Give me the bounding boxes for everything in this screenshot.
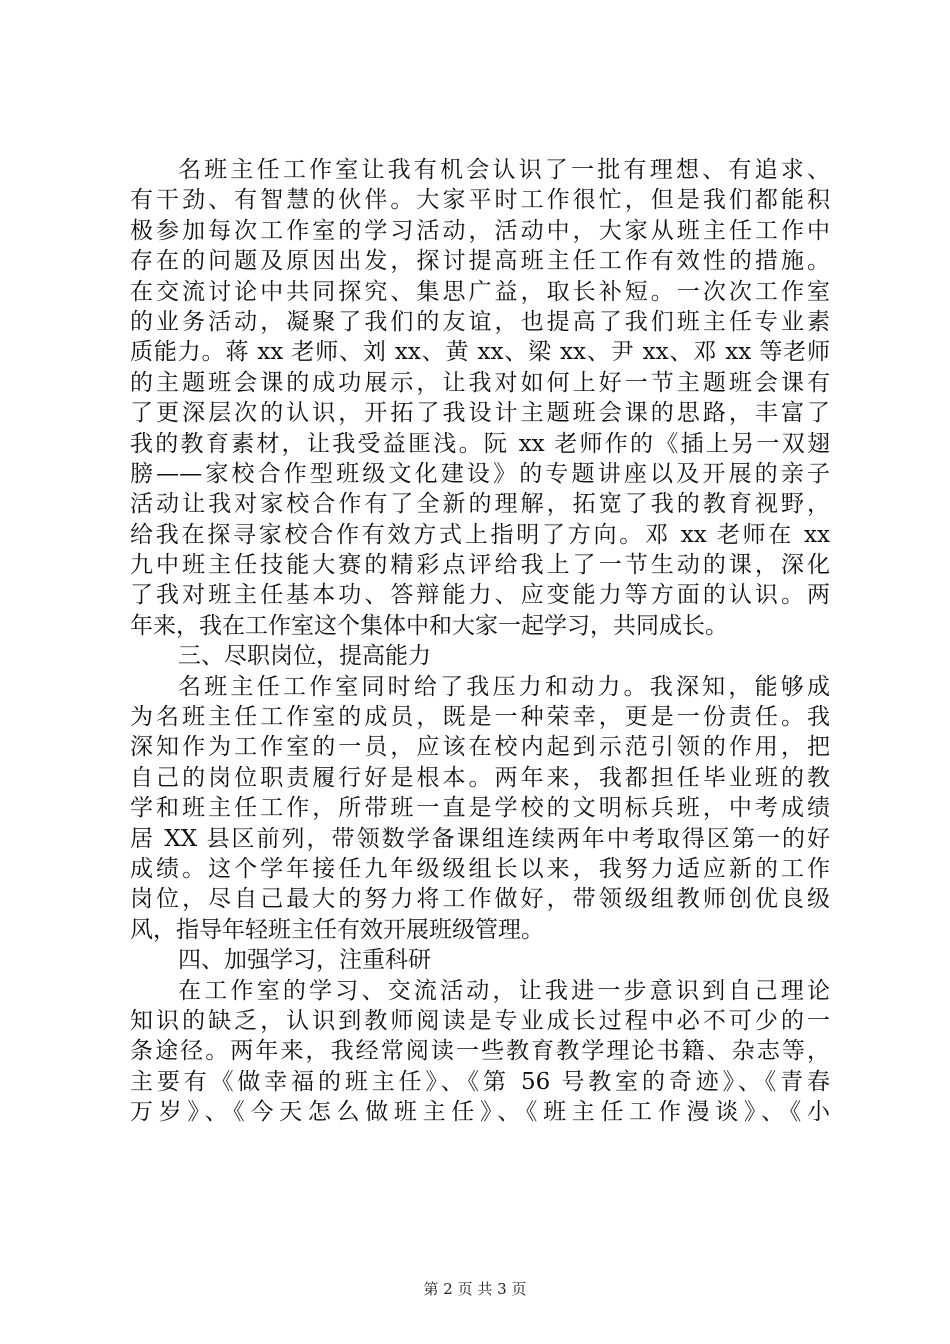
text-line: 自己的岗位职责履行好是根本。两年来，我都担任毕业班的教: [130, 764, 830, 791]
text-line: 三、尽职岗位，提高能力: [178, 643, 431, 670]
page-footer: [0, 1279, 950, 1299]
text-line: 的主题班会课的成功展示，让我对如何上好一节主题班会课有: [130, 369, 830, 396]
text-line: 主要有《做幸福的班主任》、《第 56 号教室的奇迹》、《青春: [130, 1068, 830, 1095]
text-line: 了我对班主任基本功、答辩能力、应变能力等方面的认识。两: [130, 582, 830, 609]
text-line: 我的教育素材，让我受益匪浅。阮 xx 老师作的《插上另一双翅: [130, 430, 830, 457]
text-line: 深知作为工作室的一员，应该在校内起到示范引领的作用，把: [130, 734, 830, 761]
text-line: 九中班主任技能大赛的精彩点评给我上了一节生动的课，深化: [130, 552, 830, 579]
text-line: 极参加每次工作室的学习活动，活动中，大家从班主任工作中: [130, 217, 830, 244]
text-line: 质能力。蒋 xx 老师、刘 xx、黄 xx、梁 xx、尹 xx、邓 xx 等老师: [130, 339, 830, 366]
text-line: 存在的问题及原因出发，探讨提高班主任工作有效性的措施。: [130, 248, 830, 275]
text-line: 为名班主任工作室的成员，既是一种荣幸，更是一份责任。我: [130, 704, 830, 731]
text-line: 在交流讨论中共同探究、集思广益，取长补短。一次次工作室: [130, 278, 830, 305]
text-line: 了更深层次的认识，开拓了我设计主题班会课的思路，丰富了: [130, 400, 830, 427]
page-number-label: 第 2 页 共 3 页: [423, 1280, 527, 1298]
text-line: 居 XX 县区前列，带领数学备课组连续两年中考取得区第一的好: [130, 825, 830, 852]
text-line: 万岁》、《今天怎么做班主任》、《班主任工作漫谈》、《小: [130, 1099, 830, 1126]
text-line: 岗位，尽自己最大的努力将工作做好，带领级组教师创优良级: [130, 886, 830, 913]
text-line: 活动让我对家校合作有了全新的理解，拓宽了我的教育视野，: [130, 491, 830, 518]
text-line: 条途径。两年来，我经常阅读一些教育教学理论书籍、杂志等，: [130, 1038, 830, 1065]
text-line: 有干劲、有智慧的伙伴。大家平时工作很忙，但是我们都能积: [130, 187, 830, 214]
text-line: 学和班主任工作，所带班一直是学校的文明标兵班，中考成绩: [130, 795, 830, 822]
text-line: 名班主任工作室让我有机会认识了一批有理想、有追求、: [178, 157, 830, 183]
text-line: 的业务活动，凝聚了我们的友谊，也提高了我们班主任专业素: [130, 308, 830, 335]
text-line: 膀——家校合作型班级文化建设》的专题讲座以及开展的亲子: [130, 460, 830, 487]
text-line: 四、加强学习，注重科研: [178, 947, 431, 974]
text-line: 给我在探寻家校合作有效方式上指明了方向。邓 xx 老师在 xx: [130, 521, 830, 548]
text-line: 风，指导年轻班主任有效开展班级管理。: [130, 916, 544, 943]
text-line: 成绩。这个学年接任九年级级组长以来，我努力适应新的工作: [130, 855, 830, 882]
text-line: 年来，我在工作室这个集体中和大家一起学习，共同成长。: [130, 612, 728, 639]
text-line: 名班主任工作室同时给了我压力和动力。我深知，能够成: [178, 673, 830, 700]
document-body: [130, 155, 830, 1128]
text-line: 知识的缺乏，认识到教师阅读是专业成长过程中必不可少的一: [130, 1007, 830, 1034]
text-line: 在工作室的学习、交流活动，让我进一步意识到自己理论: [178, 977, 830, 1004]
